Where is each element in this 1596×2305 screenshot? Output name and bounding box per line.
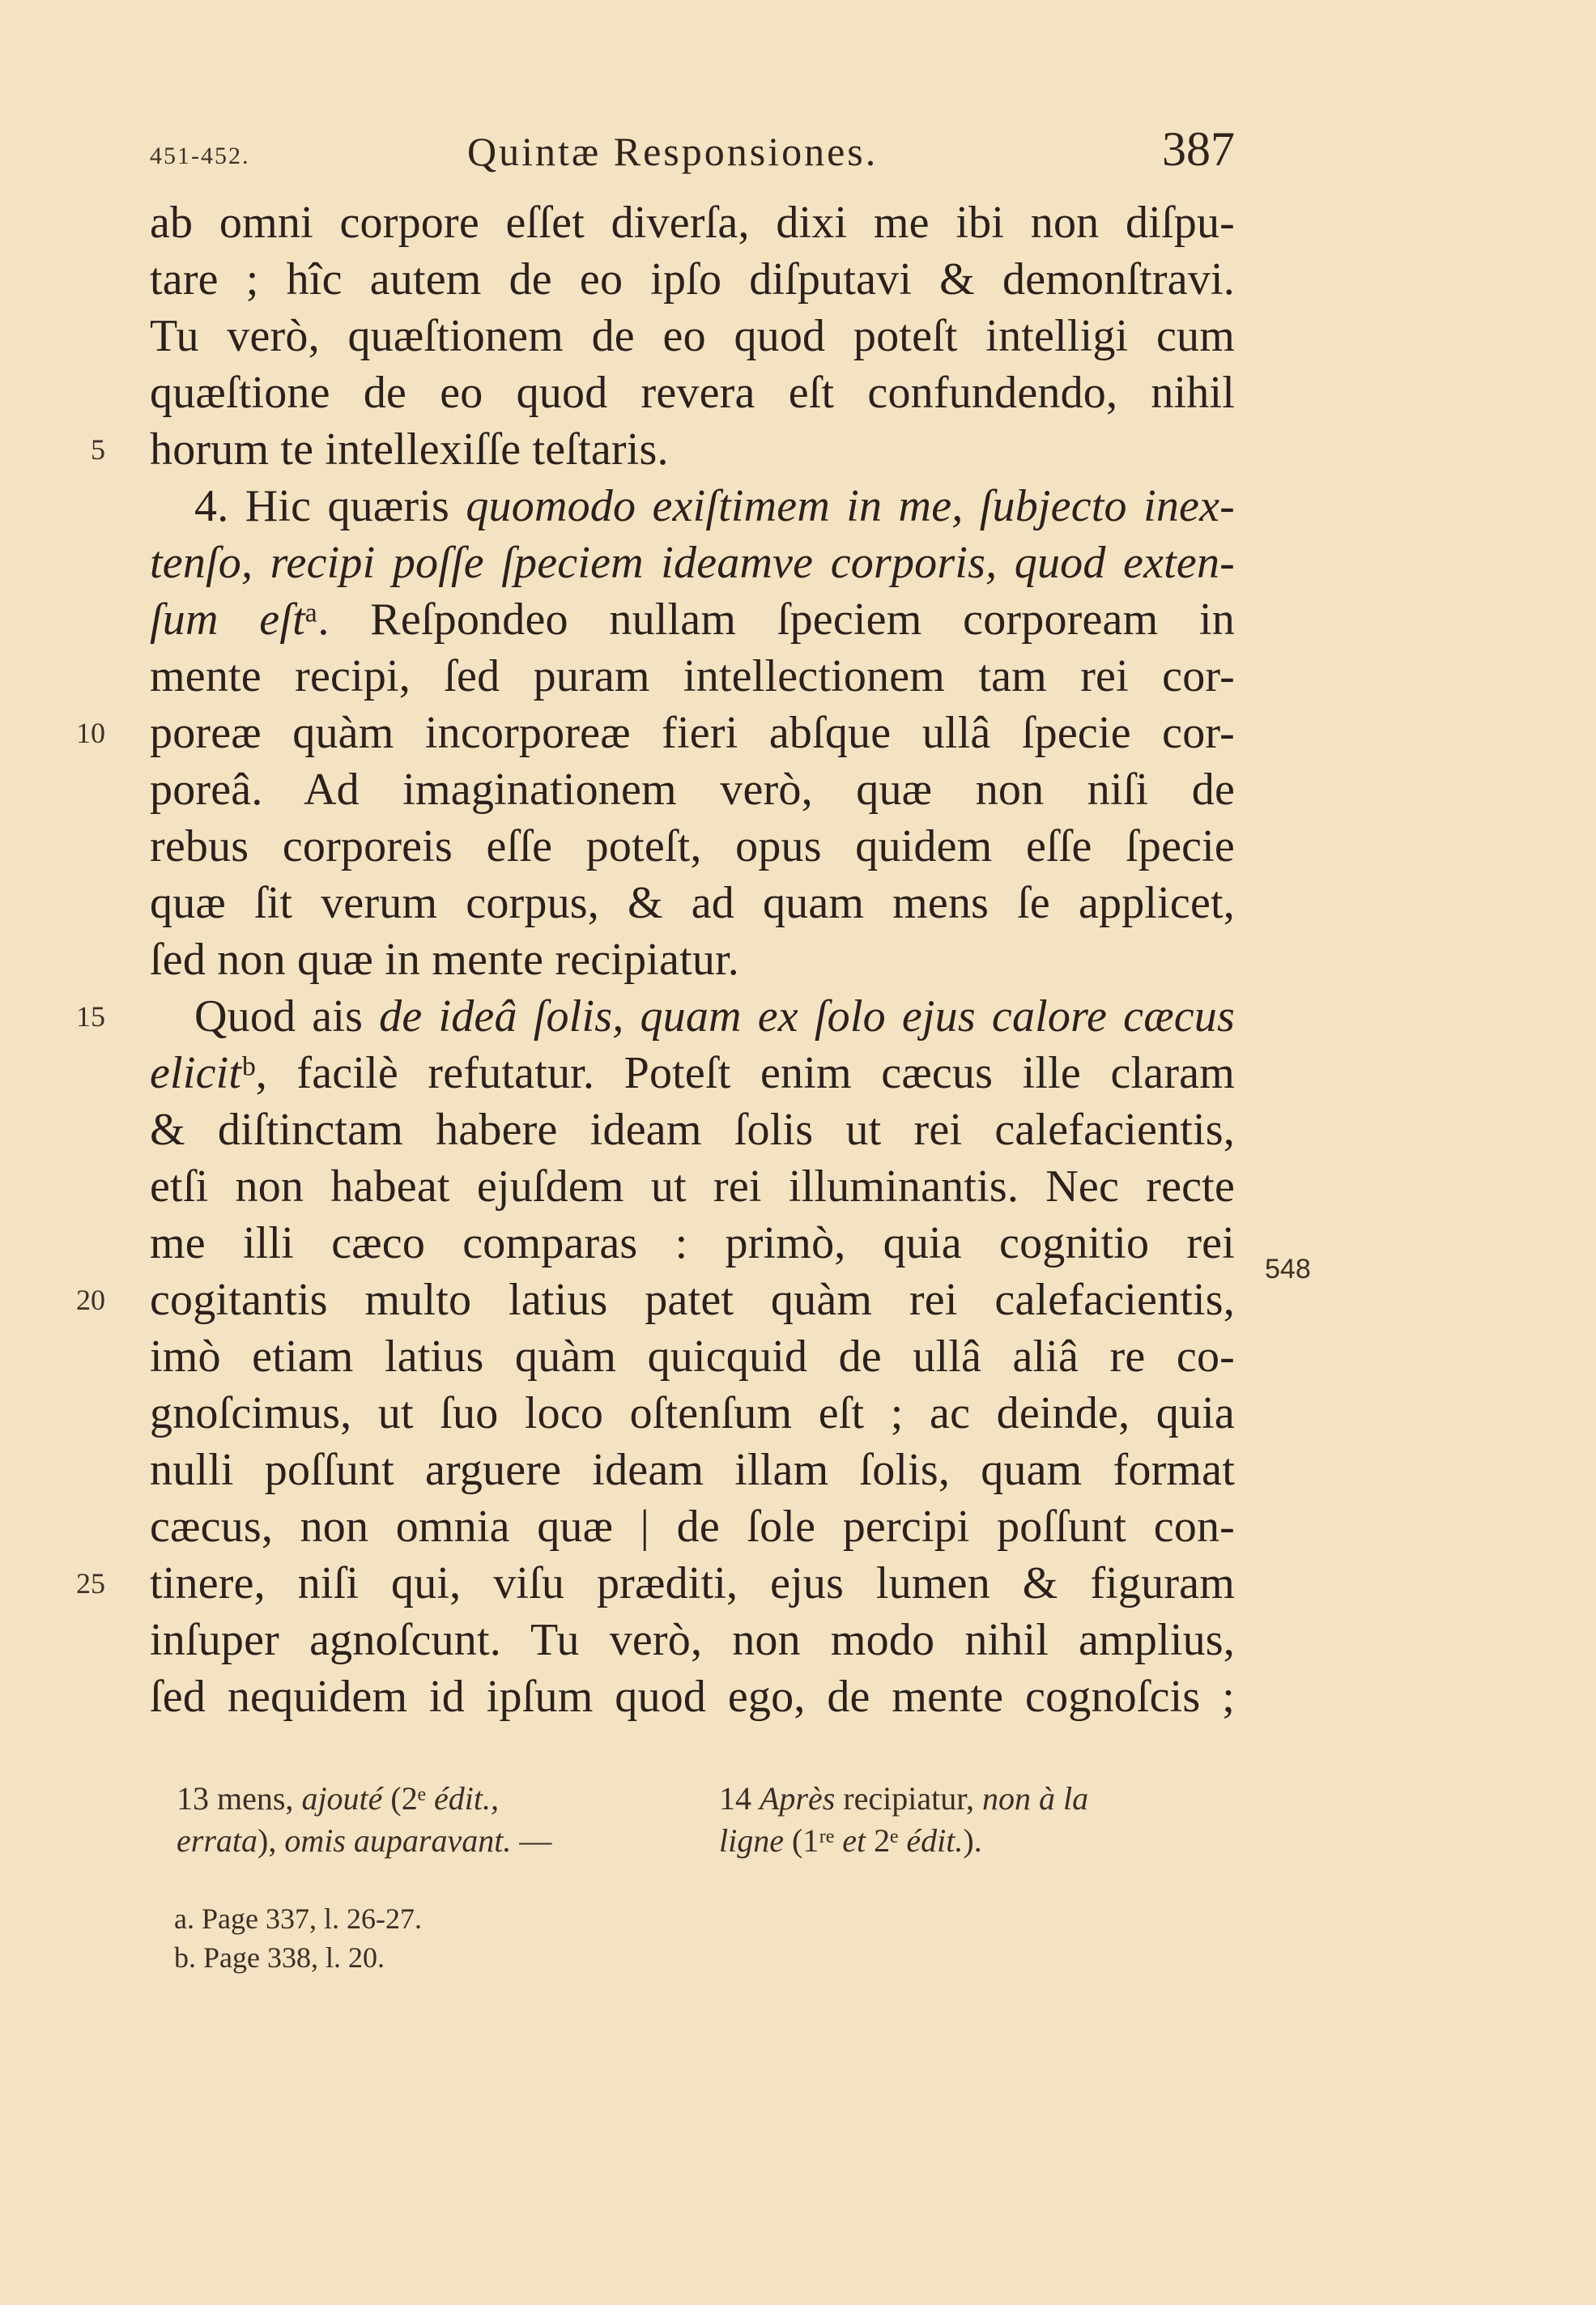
page-range: 451-452. (150, 143, 250, 169)
variant-note-line (719, 1820, 982, 1862)
text-segment: horum te intellexiſſe teſtaris. (150, 424, 669, 475)
text-line (150, 308, 1235, 364)
text-line (150, 1612, 1235, 1668)
text-segment: me illi cæco comparas : primò, quia cognitio rei (150, 1218, 1235, 1268)
text-segment: ab omni corpore eſſet diverſa, dixi me ibi non diſpu- (150, 198, 1235, 248)
running-title: Quintæ Responsiones. (467, 129, 879, 174)
variant-segment: (2ᵉ (382, 1780, 434, 1817)
italic-segment: de ideâ ſolis, quam ex ſolo ejus calore cæcus (379, 991, 1235, 1042)
text-segment: cæcus, non omnia quæ | de ſole percipi poſſunt con- (150, 1502, 1235, 1552)
text-segment: ᵃ. Reſpondeo nullam ſpeciem corpoream in (304, 594, 1236, 645)
text-line (150, 931, 1235, 988)
variant-segment: édit. (906, 1822, 964, 1859)
text-line (150, 1158, 1235, 1215)
variant-segment: recipiatur, (835, 1780, 982, 1817)
text-segment: Tu verò, quæſtionem de eo quod poteſt intelligi cum (150, 311, 1235, 361)
line-number: 5 (91, 433, 105, 466)
variant-segment: ajouté (301, 1780, 383, 1817)
footnote: a. Page 337, l. 26-27. (174, 1902, 422, 1935)
text-segment: quæ ſit verum corpus, & ad quam mens ſe applicet, (150, 878, 1235, 928)
text-segment: poreâ. Ad imaginationem verò, quæ non niſi de (150, 765, 1235, 815)
text-line (150, 421, 1235, 478)
variant-segment: ), (257, 1822, 285, 1859)
running-header (150, 121, 1235, 194)
footnote: b. Page 338, l. 20. (174, 1941, 385, 1974)
text-line (150, 1442, 1235, 1498)
variant-note-line (177, 1778, 499, 1820)
text-line (150, 818, 1235, 875)
variant-segment: (1ʳᵉ (783, 1822, 843, 1859)
line-number: 15 (76, 1000, 105, 1033)
text-line (150, 1668, 1235, 1725)
text-line (150, 1215, 1235, 1272)
page-number: 387 (1162, 122, 1235, 176)
text-line (150, 875, 1235, 931)
italic-segment: elicit (150, 1048, 242, 1098)
line-number: 10 (76, 717, 105, 749)
margin-page-reference: 548 (1265, 1254, 1311, 1285)
text-line (150, 1328, 1235, 1385)
variant-segment: et (842, 1822, 866, 1859)
text-segment: etſi non habeat ejuſdem ut rei illuminantis. Nec recte (150, 1161, 1235, 1212)
text-line (150, 648, 1235, 705)
text-segment: Quod ais (194, 991, 380, 1042)
text-line (194, 988, 1235, 1045)
text-segment: tinere, niſi qui, viſu præditi, ejus lumen & figuram (150, 1558, 1235, 1608)
text-segment: poreæ quàm incorporeæ fieri abſque ullâ ſpecie cor- (150, 708, 1235, 758)
text-segment: mente recipi, ſed puram intellectionem tam rei cor- (150, 651, 1235, 701)
variant-segment: Après (760, 1780, 836, 1817)
variant-segment: 13 mens, (177, 1780, 302, 1817)
line-number: 20 (76, 1284, 105, 1316)
variant-segment: édit., (434, 1780, 499, 1817)
text-line (150, 194, 1235, 251)
text-segment: rebus corporeis eſſe poteſt, opus quidem eſſe ſpecie (150, 821, 1235, 871)
text-segment: ſed nequidem id ipſum quod ego, de mente cognoſcis ; (150, 1672, 1235, 1722)
variant-segment: 2ᵉ (866, 1822, 907, 1859)
variant-segment: omis auparavant. (284, 1822, 512, 1859)
text-line (194, 478, 1235, 535)
variant-segment: non à la (981, 1780, 1089, 1817)
line-number: 25 (76, 1567, 105, 1600)
text-line (150, 1272, 1235, 1328)
variant-note-line (719, 1778, 1088, 1820)
variant-segment: — (511, 1822, 552, 1859)
text-line (150, 251, 1235, 308)
text-line (150, 1385, 1235, 1442)
text-line (150, 1498, 1235, 1555)
text-segment: inſuper agnoſcunt. Tu verò, non modo nihil amplius, (150, 1615, 1235, 1665)
italic-segment: quomodo exiſtimem in me, ſubjecto inex- (466, 481, 1235, 531)
text-line (150, 1101, 1235, 1158)
text-segment: ᵇ, facilè refutatur. Poteſt enim cæcus ille claram (241, 1048, 1235, 1098)
text-segment: 4. Hic quæris (194, 481, 466, 531)
text-line (150, 1555, 1235, 1612)
variant-segment: errata (177, 1822, 257, 1859)
text-segment: ſed non quæ in mente recipiatur. (150, 935, 740, 985)
text-segment: imò etiam latius quàm quicquid de ullâ aliâ re co- (150, 1331, 1235, 1382)
text-segment: cogitantis multo latius patet quàm rei calefacientis, (150, 1275, 1235, 1325)
variant-segment: ligne (719, 1822, 784, 1859)
italic-segment: tenſo, recipi poſſe ſpeciem ideamve corporis, quod exten- (150, 538, 1235, 588)
text-line (150, 705, 1235, 761)
text-line (150, 1045, 1235, 1101)
text-segment: tare ; hîc autem de eo ipſo diſputavi & demonſtravi. (150, 254, 1235, 305)
variant-segment: ). (963, 1822, 982, 1859)
text-line (150, 761, 1235, 818)
italic-segment: ſum eſt (150, 594, 305, 645)
text-segment: nulli poſſunt arguere ideam illam ſolis, quam format (150, 1445, 1235, 1495)
text-line (150, 364, 1235, 421)
variant-segment: 14 (719, 1780, 760, 1817)
variant-note-line (177, 1820, 551, 1862)
text-line (150, 591, 1235, 648)
text-segment: quæſtione de eo quod revera eſt confundendo, nihil (150, 368, 1235, 418)
text-segment: gnoſcimus, ut ſuo loco oſtenſum eſt ; ac deinde, quia (150, 1388, 1235, 1438)
text-segment: & diſtinctam habere ideam ſolis ut rei calefacientis, (150, 1105, 1235, 1155)
text-line (150, 535, 1235, 591)
